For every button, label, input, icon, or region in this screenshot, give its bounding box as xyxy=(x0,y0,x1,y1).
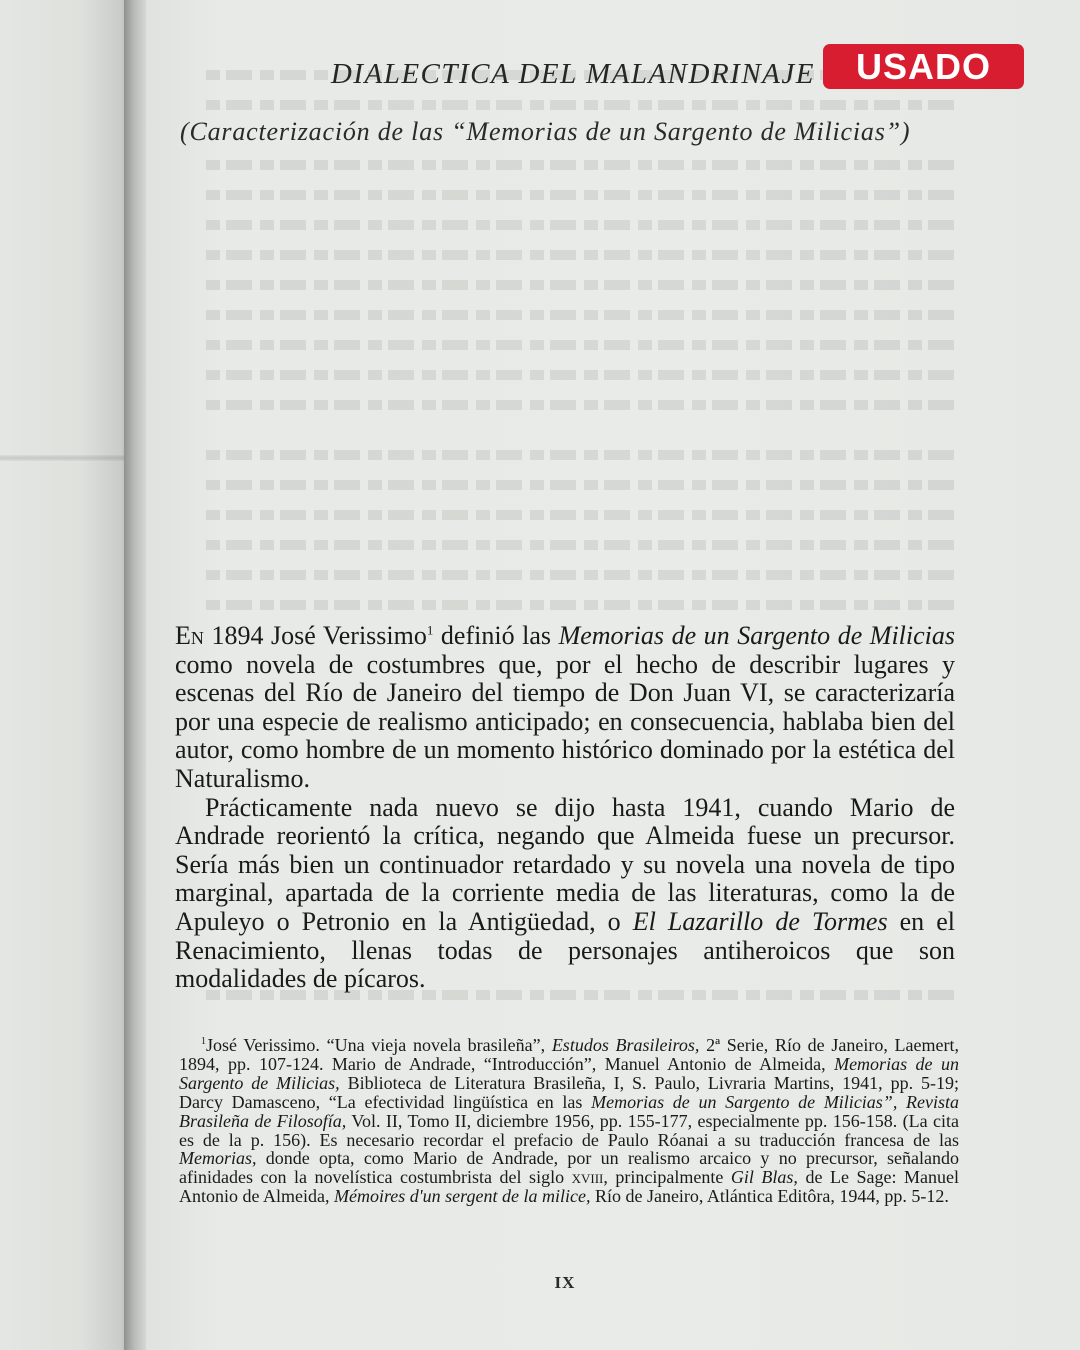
page-number: IX xyxy=(554,1273,576,1292)
running-title: DIALECTICA DEL MALANDRINAJE xyxy=(330,58,815,90)
left-page xyxy=(0,0,132,1350)
footnote-reference: 1 xyxy=(426,622,434,638)
book-title-italic: El Lazarillo de Tormes xyxy=(632,906,888,936)
paragraph-1: En 1894 José Verissimo$^1$ definió las Memorias de un Sargento de Milicias como novela de costumbres que, por el hecho de describir lugares y escenas del Río de Janeiro del tiempo de Don Juan VI, se caracterizaría por una especie de realismo anticipado; en consecuencia, hablaba bien del autor, como hombre de un momento histórico dominado por la estética del Naturalismo. xyxy=(175,621,955,793)
book-title-italic: Memorias de un Sargento de Milicias xyxy=(558,621,955,650)
footnote: $^1$José Verissimo. “Una vieja novela brasileña”, Estudos Brasileiros, 2ª Serie, Río de Janeiro, Laemert, 1894, pp. 107-124. Mario de Andrade, “Introducción”, Manuel Antonio de Almeida, Memorias de un Sargento de Milicias, Biblioteca de Literatura Brasileña, I, S. Paulo, Livraria Martins, 1941, pp. 5-19; Darcy Damasceno, “La efectividad lingüística en las Memorias de un Sargento de Milicias”, Revista Brasileña de Filosofía, Vol. II, Tomo II, diciembre 1956, pp. 155-177, especialmente pp. 156-158. (La cita es de la p. 156). Es necesario recordar el prefacio de Paulo Róanai a su traducción francesa de las Memorias, donde opta, como Mario de Andrade, por un realismo arcaico y no precursor, señalando afinidades con la novelística costumbrista del siglo xviii, principalmente Gil Blas, de Le Sage: Manuel Antonio de Almeida, Mémoires d'un sergent de la milice, Río de Janeiro, Atlántica Editôra, 1944, pp. 5-12. xyxy=(179,1035,960,1207)
used-badge: USADO xyxy=(823,44,1024,89)
body-text xyxy=(175,622,955,994)
chapter-subtitle: (Caracterización de las “Memorias de un Sargento de Milicias”) xyxy=(180,117,911,146)
paragraph-2: Prácticamente nada nuevo se dijo hasta 1941, cuando Mario de Andrade reorientó la crítica, negando que Almeida fuese un precursor. Sería más bien un continuador retardado y su novela una novela de tipo marginal, apartada de la corriente media de las literaturas, como la de Apuleyo o Petronio en la Antigüedad, o El Lazarillo de Tormes en el Renacimiento, llenas todas de personajes antiheroicos que son modalidades de pícaros. xyxy=(175,792,956,994)
left-page-fold xyxy=(0,455,132,461)
footnote-marker: 1 xyxy=(201,1036,206,1047)
lead-small-caps: En xyxy=(175,621,204,650)
